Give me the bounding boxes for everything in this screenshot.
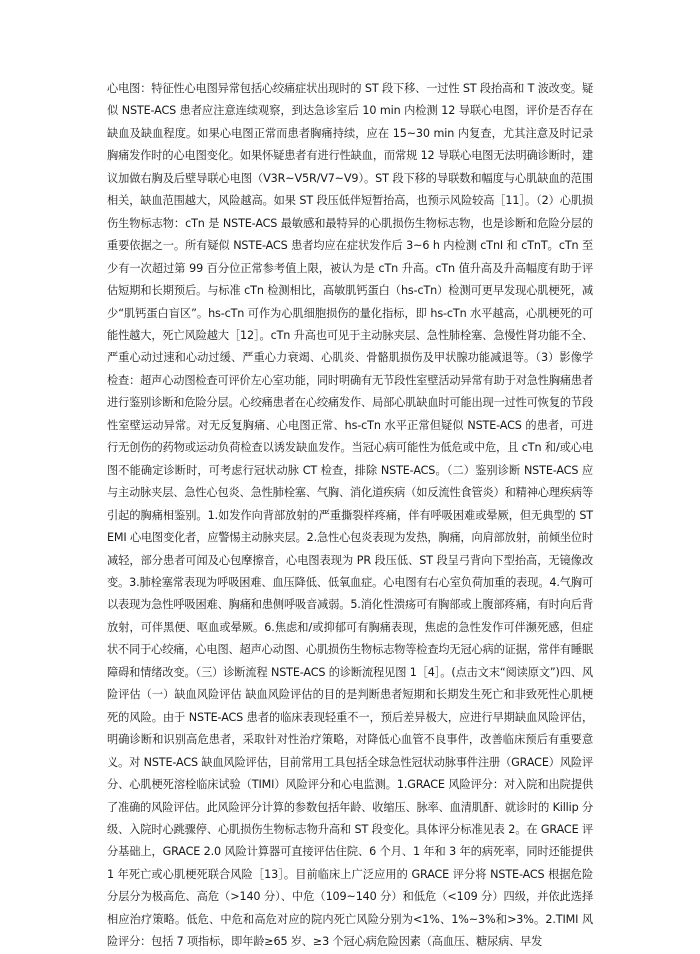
body-text-block [107,78,593,954]
body-paragraph: 心电图：特征性心电图异常包括心绞痛症状出现时的 ST 段下移、一过性 ST 段抬高和 T 波改变。疑似 NSTE-ACS 患者应注意连续观察，到达急诊室后 10 min 内检测 12 导联心电图，评价是否存在缺血及缺血程度。如果心电图正常而患者胸痛持续，应在 15~30 min 内复查，尤其注意及时记录胸痛发作时的心电图变化。如果怀疑患者有进行性缺血，而常规 12 导联心电图无法明确诊断时，建议加做右胸及后壁导联心电图（V3R~V5R/V7~V9）。ST 段下移的导联数和幅度与心肌缺血的范围相关，缺血范围越大，风险越高。如果 ST 段压低伴短暂抬高，也预示风险较高［11］。（2）心肌损伤生物标志物：cTn 是 NSTE-ACS 最敏感和最特异的心肌损伤生物标志物，也是诊断和危险分层的重要依据之一。所有疑似 NSTE-ACS 患者均应在症状发作后 3~6 h 内检测 cTnI 和 cTnT。cTn 至少有一次超过第 99 百分位正常参考值上限，被认为是 cTn 升高。cTn 值升高及升高幅度有助于评估短期和长期预后。与标准 cTn 检测相比，高敏肌钙蛋白（hs-cTn）检测可更早发现心肌梗死，减少“肌钙蛋白盲区”。hs-cTn 可作为心肌细胞损伤的量化指标，即 hs-cTn 水平越高，心肌梗死的可能性越大，死亡风险越大［12］。cTn 升高也可见于主动脉夹层、急性肺栓塞、急慢性肾功能不全、严重心动过速和心动过缓、严重心力衰竭、心肌炎、骨骼肌损伤及甲状腺功能减退等。（3）影像学检查：超声心动图检查可评价左心室功能，同时明确有无节段性室壁活动异常有助于对急性胸痛患者进行鉴别诊断和危险分层。心绞痛患者在心绞痛发作、局部心肌缺血时可能出现一过性可恢复的节段性室壁运动异常。对无反复胸痛、心电图正常、hs-cTn 水平正常但疑似 NSTE-ACS 的患者，可进行无创伤的药物或运动负荷检查以诱发缺血发作。当冠心病可能性为低危或中危，且 cTn 和/或心电图不能确定诊断时，可考虑行冠状动脉 CT 检查，排除 NSTE-ACS。（二）鉴别诊断 NSTE-ACS 应与主动脉夹层、急性心包炎、急性肺栓塞、气胸、消化道疾病（如反流性食管炎）和精神心理疾病等引起的胸痛相鉴别。1.如发作向背部放射的严重撕裂样疼痛，伴有呼吸困难或晕厥，但无典型的 STEMI 心电图变化者，应警惕主动脉夹层。2.急性心包炎表现为发热，胸痛，向肩部放射，前倾坐位时减轻，部分患者可闻及心包摩擦音，心电图表现为 PR 段压低、ST 段呈弓背向下型抬高，无镜像改变。3.肺栓塞常表现为呼吸困难、血压降低、低氧血症。心电图有右心室负荷加重的表现。4.气胸可以表现为急性呼吸困难、胸痛和患侧呼吸音减弱。5.消化性溃疡可有胸部或上腹部疼痛，有时向后背放射，可伴黑便、呕血或晕厥。6.焦虑和/或抑郁可有胸痛表现，焦虑的急性发作可伴濒死感，但症状不同于心绞痛，心电图、超声心动图、心肌损伤生物标志物等检查均无冠心病的证据，常伴有睡眠障碍和情绪改变。（三）诊断流程 NSTE-ACS 的诊断流程见图 1［4］。(点击文末“阅读原文”)四、风险评估（一）缺血风险评估 缺血风险评估的目的是判断患者短期和长期发生死亡和非致死性心肌梗死的风险。由于 NSTE-ACS 患者的临床表现轻重不一，预后差异极大，应进行早期缺血风险评估，明确诊断和识别高危患者，采取针对性治疗策略，对降低心血管不良事件，改善临床预后有重要意义。对 NSTE-ACS 缺血风险评估，目前常用工具包括全球急性冠状动脉事件注册（GRACE）风险评分、心肌梗死溶栓临床试验（TIMI）风险评分和心电监测。1.GRACE 风险评分：对入院和出院提供了准确的风险评估。此风险评分计算的参数包括年龄、收缩压、脉率、血清肌酐、就诊时的 Killip 分级、入院时心跳骤停、心肌损伤生物标志物升高和 ST 段变化。具体评分标准见表 2。在 GRACE 评分基础上，GRACE 2.0 风险计算器可直接评估住院、6 个月、1 年和 3 年的病死率，同时还能提供 1 年死亡或心肌梗死联合风险［13］。目前临床上广泛应用的 GRACE 评分将 NSTE-ACS 根据危险分层分为极高危、高危（>140 分）、中危（109~140 分）和低危（<109 分）四级，并依此选择相应治疗策略。低危、中危和高危对应的院内死亡风险分别为<1%、1%~3%和>3%。2.TIMI 风险评分：包括 7 项指标，即年龄≥65 岁、≥3 个冠心病危险因素（高血压、糖尿病、早发 [107,82,593,949]
